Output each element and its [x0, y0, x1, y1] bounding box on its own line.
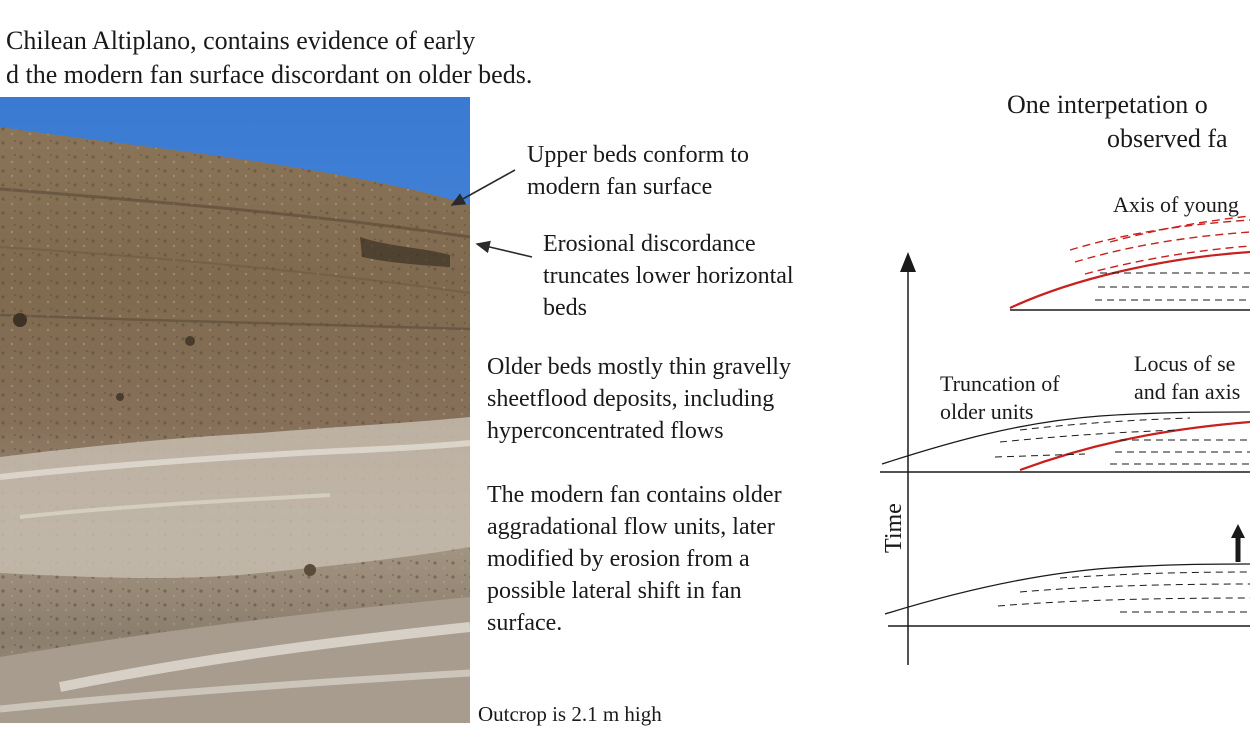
older-beds-line-2: sheetflood deposits, including — [487, 386, 775, 412]
title-line-1: Chilean Altiplano, contains evidence of early — [6, 26, 476, 55]
truncation-line-1: Truncation of — [940, 371, 1060, 396]
erosional-line-2: truncates lower horizontal — [543, 263, 794, 289]
panel-middle — [880, 412, 1250, 472]
erosional-line-1: Erosional discordance — [543, 231, 756, 257]
fan-evolution-diagram — [870, 180, 1250, 680]
older-beds-note — [487, 351, 791, 447]
modern-fan-line-1: The modern fan contains older — [487, 482, 782, 508]
upper-beds-line-1: Upper beds conform to — [527, 142, 749, 168]
modern-fan-line-4: possible lateral shift in fan — [487, 578, 742, 604]
axis-young-label: Axis of young — [1113, 192, 1239, 217]
erosional-line-3: beds — [543, 295, 587, 321]
upper-beds-line-2: modern fan surface — [527, 174, 713, 200]
diagram-title-line-2: observed fa — [1107, 124, 1228, 153]
panel-old — [885, 524, 1250, 626]
modern-fan-line-3: modified by erosion from a — [487, 546, 750, 572]
older-beds-line-1: Older beds mostly thin gravelly — [487, 354, 791, 380]
discordance-arrow — [477, 244, 532, 257]
panel-young — [1010, 216, 1250, 310]
upper-beds-note — [527, 139, 749, 203]
older-beds-line-3: hyperconcentrated flows — [487, 418, 724, 444]
outcrop-caption: Outcrop is 2.1 m high — [478, 702, 662, 726]
outcrop-photo — [0, 97, 470, 723]
time-axis-label: Time — [881, 503, 907, 553]
locus-line-1: Locus of se — [1134, 351, 1236, 376]
locus-line-2: and fan axis — [1134, 379, 1241, 404]
title-line-2: d the modern fan surface discordant on older beds. — [6, 60, 533, 89]
modern-fan-note — [487, 479, 782, 639]
modern-fan-line-2: aggradational flow units, later — [487, 514, 775, 540]
time-axis-arrowhead — [900, 252, 916, 272]
truncation-line-2: older units — [940, 399, 1034, 424]
modern-fan-line-5: surface. — [487, 610, 563, 636]
erosional-note — [543, 228, 794, 324]
diagram-title-line-1: One interpetation o — [1007, 90, 1208, 119]
